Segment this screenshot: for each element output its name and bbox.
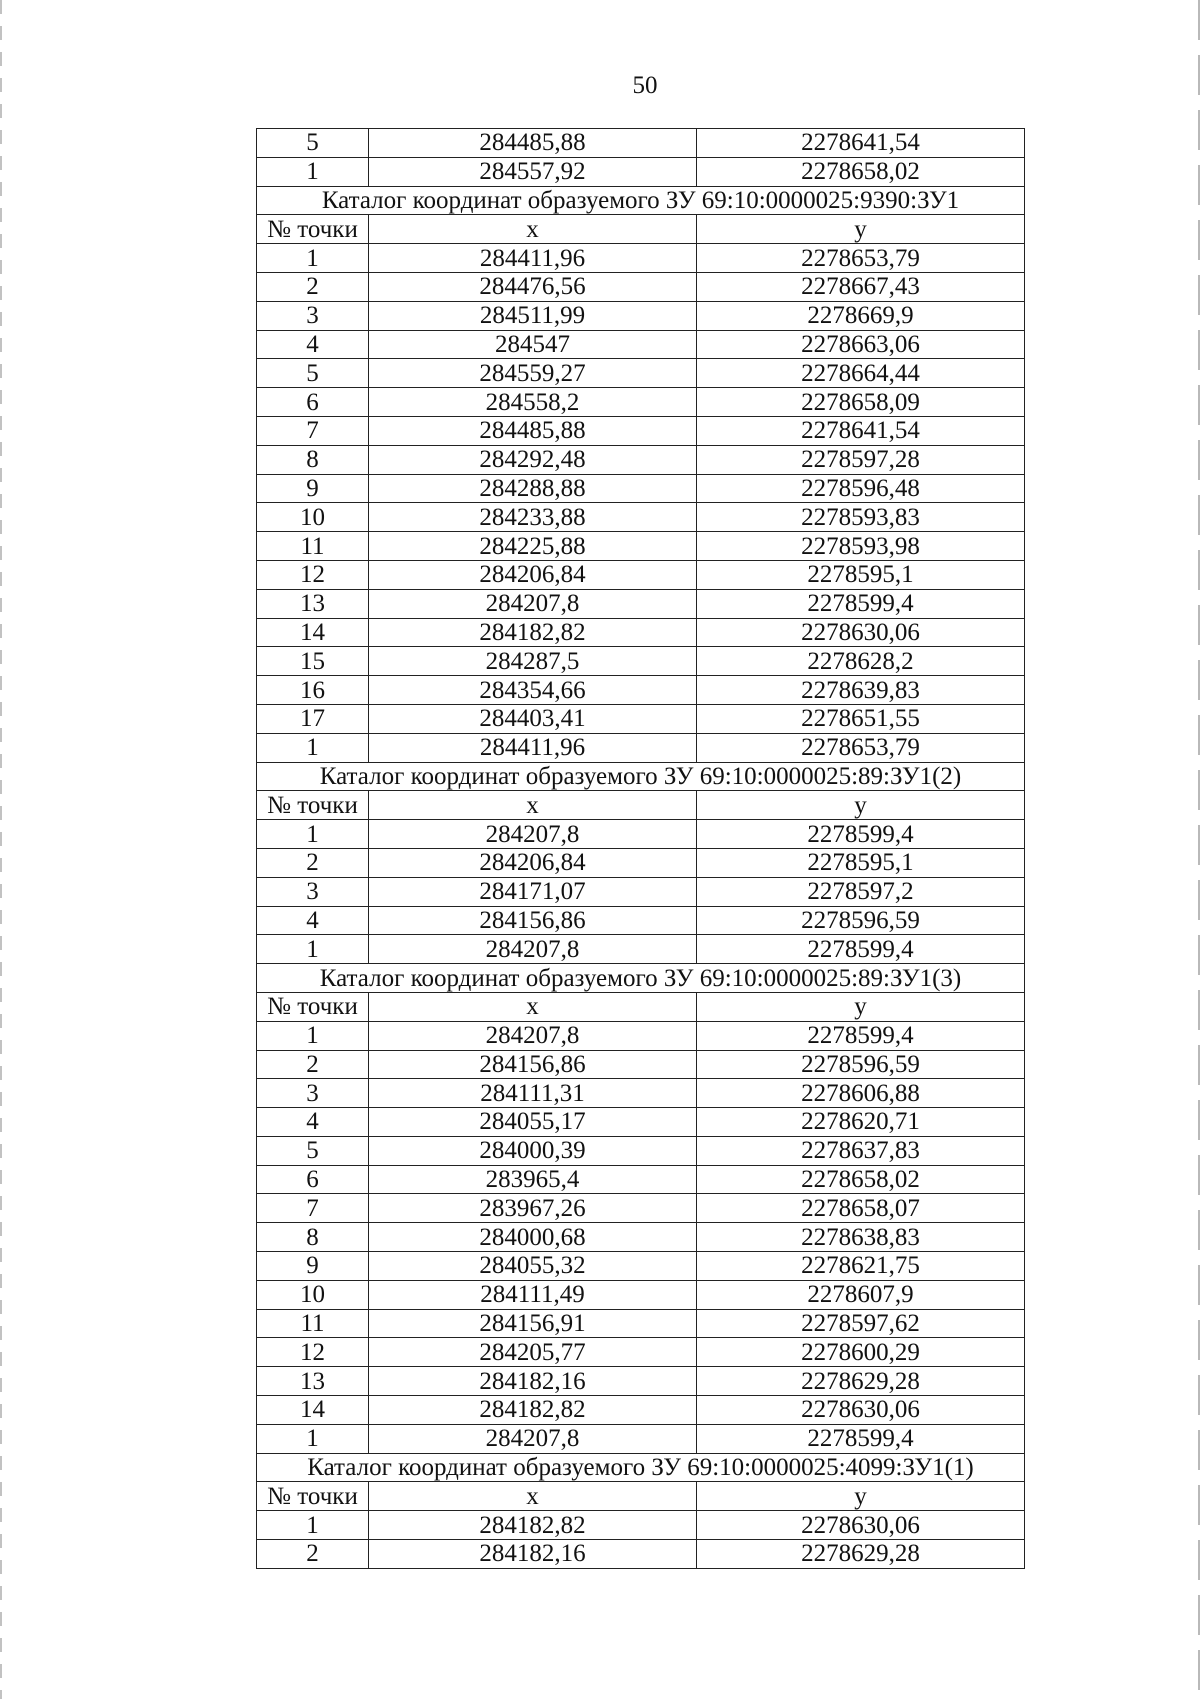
- table-row: [257, 272, 1025, 301]
- x-coordinate-cell: 283965,4: [369, 1165, 697, 1194]
- y-header: y: [697, 215, 1025, 244]
- y-coordinate-cell: 2278629,28: [697, 1540, 1025, 1569]
- table-row: [257, 1280, 1025, 1309]
- y-coordinate-cell: 2278658,02: [697, 157, 1025, 186]
- y-coordinate-cell: 2278599,4: [697, 1424, 1025, 1453]
- point-number-header: № точки: [257, 1482, 369, 1511]
- y-coordinate-cell: 2278596,59: [697, 906, 1025, 935]
- table-row: [257, 1511, 1025, 1540]
- x-coordinate-cell: 284511,99: [369, 301, 697, 330]
- table-row: [257, 388, 1025, 417]
- x-coordinate-cell: 284233,88: [369, 503, 697, 532]
- y-header: y: [697, 992, 1025, 1021]
- table-row: [257, 1309, 1025, 1338]
- table-row: [257, 330, 1025, 359]
- table-row: [257, 589, 1025, 618]
- x-coordinate-cell: 284287,5: [369, 647, 697, 676]
- table-row: [257, 359, 1025, 388]
- point-number-header: № точки: [257, 215, 369, 244]
- column-header-row: [257, 215, 1025, 244]
- y-coordinate-cell: 2278595,1: [697, 560, 1025, 589]
- point-number-cell: 8: [257, 445, 369, 474]
- y-coordinate-cell: 2278653,79: [697, 244, 1025, 273]
- table-row: [257, 532, 1025, 561]
- x-coordinate-cell: 284207,8: [369, 589, 697, 618]
- x-coordinate-cell: 284558,2: [369, 388, 697, 417]
- y-coordinate-cell: 2278630,06: [697, 618, 1025, 647]
- point-number-cell: 5: [257, 129, 369, 158]
- x-coordinate-cell: 284182,16: [369, 1367, 697, 1396]
- y-coordinate-cell: 2278620,71: [697, 1108, 1025, 1137]
- point-number-cell: 11: [257, 532, 369, 561]
- x-coordinate-cell: 284171,07: [369, 877, 697, 906]
- x-coordinate-cell: 284206,84: [369, 560, 697, 589]
- page-number: 50: [632, 72, 658, 99]
- table-row: [257, 1424, 1025, 1453]
- table-row: [257, 733, 1025, 762]
- table-row: [257, 1136, 1025, 1165]
- y-coordinate-cell: 2278599,4: [697, 589, 1025, 618]
- y-coordinate-cell: 2278664,44: [697, 359, 1025, 388]
- table-row: [257, 1223, 1025, 1252]
- point-number-cell: 3: [257, 1079, 369, 1108]
- point-number-cell: 6: [257, 388, 369, 417]
- table-row: [257, 1194, 1025, 1223]
- x-coordinate-cell: 284207,8: [369, 820, 697, 849]
- catalog-title-row: [257, 964, 1025, 993]
- x-coordinate-cell: 284403,41: [369, 704, 697, 733]
- point-number-cell: 1: [257, 1021, 369, 1050]
- y-coordinate-cell: 2278629,28: [697, 1367, 1025, 1396]
- table-row: [257, 1108, 1025, 1137]
- y-coordinate-cell: 2278637,83: [697, 1136, 1025, 1165]
- coordinate-catalog-table: [256, 128, 1025, 1569]
- y-coordinate-cell: 2278597,62: [697, 1309, 1025, 1338]
- y-coordinate-cell: 2278658,02: [697, 1165, 1025, 1194]
- x-coordinate-cell: 284207,8: [369, 1424, 697, 1453]
- point-number-cell: 1: [257, 820, 369, 849]
- x-coordinate-cell: 284000,68: [369, 1223, 697, 1252]
- table-row: [257, 503, 1025, 532]
- y-coordinate-cell: 2278593,83: [697, 503, 1025, 532]
- y-header: y: [697, 791, 1025, 820]
- point-number-cell: 1: [257, 935, 369, 964]
- point-number-cell: 7: [257, 416, 369, 445]
- point-number-header: № точки: [257, 791, 369, 820]
- coordinate-table-body: [257, 129, 1025, 1569]
- point-number-cell: 14: [257, 1396, 369, 1425]
- y-coordinate-cell: 2278621,75: [697, 1252, 1025, 1281]
- x-coordinate-cell: 284354,66: [369, 676, 697, 705]
- point-number-cell: 9: [257, 474, 369, 503]
- x-coordinate-cell: 284547: [369, 330, 697, 359]
- point-number-cell: 2: [257, 1050, 369, 1079]
- y-coordinate-cell: 2278653,79: [697, 733, 1025, 762]
- catalog-title: Каталог координат образуемого ЗУ 69:10:0000025:9390:ЗУ1: [257, 186, 1025, 215]
- y-coordinate-cell: 2278597,28: [697, 445, 1025, 474]
- table-row: [257, 1252, 1025, 1281]
- catalog-title-row: [257, 1453, 1025, 1482]
- y-coordinate-cell: 2278663,06: [697, 330, 1025, 359]
- x-coordinate-cell: 284182,82: [369, 1511, 697, 1540]
- y-coordinate-cell: 2278641,54: [697, 416, 1025, 445]
- x-coordinate-cell: 284182,82: [369, 618, 697, 647]
- y-coordinate-cell: 2278597,2: [697, 877, 1025, 906]
- x-coordinate-cell: 284485,88: [369, 129, 697, 158]
- table-row: [257, 474, 1025, 503]
- x-coordinate-cell: 284156,86: [369, 1050, 697, 1079]
- point-number-cell: 4: [257, 1108, 369, 1137]
- point-number-cell: 7: [257, 1194, 369, 1223]
- y-coordinate-cell: 2278667,43: [697, 272, 1025, 301]
- point-number-cell: 6: [257, 1165, 369, 1194]
- y-header: y: [697, 1482, 1025, 1511]
- scan-left-edge: [0, 0, 2, 1699]
- x-coordinate-cell: 284111,49: [369, 1280, 697, 1309]
- y-coordinate-cell: 2278658,07: [697, 1194, 1025, 1223]
- y-coordinate-cell: 2278658,09: [697, 388, 1025, 417]
- y-coordinate-cell: 2278641,54: [697, 129, 1025, 158]
- x-coordinate-cell: 284288,88: [369, 474, 697, 503]
- table-row: [257, 935, 1025, 964]
- table-row: [257, 877, 1025, 906]
- point-number-cell: 1: [257, 244, 369, 273]
- table-row: [257, 1021, 1025, 1050]
- x-coordinate-cell: 284182,16: [369, 1540, 697, 1569]
- x-coordinate-cell: 284206,84: [369, 848, 697, 877]
- table-row: [257, 129, 1025, 158]
- x-header: x: [369, 791, 697, 820]
- y-coordinate-cell: 2278593,98: [697, 532, 1025, 561]
- table-row: [257, 1540, 1025, 1569]
- y-coordinate-cell: 2278651,55: [697, 704, 1025, 733]
- point-number-cell: 17: [257, 704, 369, 733]
- x-coordinate-cell: 284156,86: [369, 906, 697, 935]
- y-coordinate-cell: 2278595,1: [697, 848, 1025, 877]
- table-row: [257, 301, 1025, 330]
- catalog-title-row: [257, 762, 1025, 791]
- point-number-cell: 4: [257, 330, 369, 359]
- column-header-row: [257, 791, 1025, 820]
- table-row: [257, 618, 1025, 647]
- x-coordinate-cell: 284055,17: [369, 1108, 697, 1137]
- x-coordinate-cell: 284205,77: [369, 1338, 697, 1367]
- y-coordinate-cell: 2278600,29: [697, 1338, 1025, 1367]
- x-header: x: [369, 215, 697, 244]
- y-coordinate-cell: 2278669,9: [697, 301, 1025, 330]
- x-header: x: [369, 992, 697, 1021]
- point-number-cell: 9: [257, 1252, 369, 1281]
- column-header-row: [257, 1482, 1025, 1511]
- table-row: [257, 1338, 1025, 1367]
- x-coordinate-cell: 284292,48: [369, 445, 697, 474]
- x-coordinate-cell: 284476,56: [369, 272, 697, 301]
- point-number-cell: 14: [257, 618, 369, 647]
- x-header: x: [369, 1482, 697, 1511]
- catalog-title: Каталог координат образуемого ЗУ 69:10:0000025:4099:ЗУ1(1): [257, 1453, 1025, 1482]
- x-coordinate-cell: 284557,92: [369, 157, 697, 186]
- y-coordinate-cell: 2278599,4: [697, 935, 1025, 964]
- x-coordinate-cell: 284411,96: [369, 733, 697, 762]
- catalog-title-row: [257, 186, 1025, 215]
- table-row: [257, 1079, 1025, 1108]
- x-coordinate-cell: 284559,27: [369, 359, 697, 388]
- point-number-cell: 3: [257, 301, 369, 330]
- y-coordinate-cell: 2278599,4: [697, 820, 1025, 849]
- y-coordinate-cell: 2278596,59: [697, 1050, 1025, 1079]
- column-header-row: [257, 992, 1025, 1021]
- x-coordinate-cell: 284411,96: [369, 244, 697, 273]
- x-coordinate-cell: 284485,88: [369, 416, 697, 445]
- x-coordinate-cell: 284055,32: [369, 1252, 697, 1281]
- table-row: [257, 445, 1025, 474]
- x-coordinate-cell: 284182,82: [369, 1396, 697, 1425]
- y-coordinate-cell: 2278630,06: [697, 1396, 1025, 1425]
- table-row: [257, 906, 1025, 935]
- table-row: [257, 704, 1025, 733]
- point-number-cell: 12: [257, 1338, 369, 1367]
- point-number-cell: 1: [257, 157, 369, 186]
- catalog-title: Каталог координат образуемого ЗУ 69:10:0000025:89:ЗУ1(2): [257, 762, 1025, 791]
- point-number-cell: 10: [257, 503, 369, 532]
- point-number-cell: 1: [257, 1511, 369, 1540]
- y-coordinate-cell: 2278606,88: [697, 1079, 1025, 1108]
- point-number-header: № точки: [257, 992, 369, 1021]
- catalog-title: Каталог координат образуемого ЗУ 69:10:0000025:89:ЗУ1(3): [257, 964, 1025, 993]
- y-coordinate-cell: 2278607,9: [697, 1280, 1025, 1309]
- x-coordinate-cell: 284207,8: [369, 1021, 697, 1050]
- table-row: [257, 1165, 1025, 1194]
- point-number-cell: 16: [257, 676, 369, 705]
- point-number-cell: 15: [257, 647, 369, 676]
- point-number-cell: 8: [257, 1223, 369, 1252]
- point-number-cell: 11: [257, 1309, 369, 1338]
- table-row: [257, 244, 1025, 273]
- table-row: [257, 647, 1025, 676]
- x-coordinate-cell: 283967,26: [369, 1194, 697, 1223]
- table-row: [257, 820, 1025, 849]
- y-coordinate-cell: 2278638,83: [697, 1223, 1025, 1252]
- y-coordinate-cell: 2278630,06: [697, 1511, 1025, 1540]
- point-number-cell: 1: [257, 1424, 369, 1453]
- table-row: [257, 1050, 1025, 1079]
- x-coordinate-cell: 284156,91: [369, 1309, 697, 1338]
- point-number-cell: 10: [257, 1280, 369, 1309]
- point-number-cell: 2: [257, 272, 369, 301]
- point-number-cell: 1: [257, 733, 369, 762]
- table-row: [257, 1396, 1025, 1425]
- point-number-cell: 12: [257, 560, 369, 589]
- point-number-cell: 4: [257, 906, 369, 935]
- y-coordinate-cell: 2278596,48: [697, 474, 1025, 503]
- y-coordinate-cell: 2278599,4: [697, 1021, 1025, 1050]
- point-number-cell: 3: [257, 877, 369, 906]
- x-coordinate-cell: 284000,39: [369, 1136, 697, 1165]
- table-row: [257, 157, 1025, 186]
- point-number-cell: 2: [257, 1540, 369, 1569]
- table-row: [257, 848, 1025, 877]
- table-row: [257, 1367, 1025, 1396]
- point-number-cell: 2: [257, 848, 369, 877]
- x-coordinate-cell: 284207,8: [369, 935, 697, 964]
- x-coordinate-cell: 284111,31: [369, 1079, 697, 1108]
- point-number-cell: 5: [257, 359, 369, 388]
- point-number-cell: 5: [257, 1136, 369, 1165]
- y-coordinate-cell: 2278628,2: [697, 647, 1025, 676]
- table-row: [257, 676, 1025, 705]
- point-number-cell: 13: [257, 589, 369, 618]
- table-row: [257, 560, 1025, 589]
- point-number-cell: 13: [257, 1367, 369, 1396]
- y-coordinate-cell: 2278639,83: [697, 676, 1025, 705]
- table-row: [257, 416, 1025, 445]
- x-coordinate-cell: 284225,88: [369, 532, 697, 561]
